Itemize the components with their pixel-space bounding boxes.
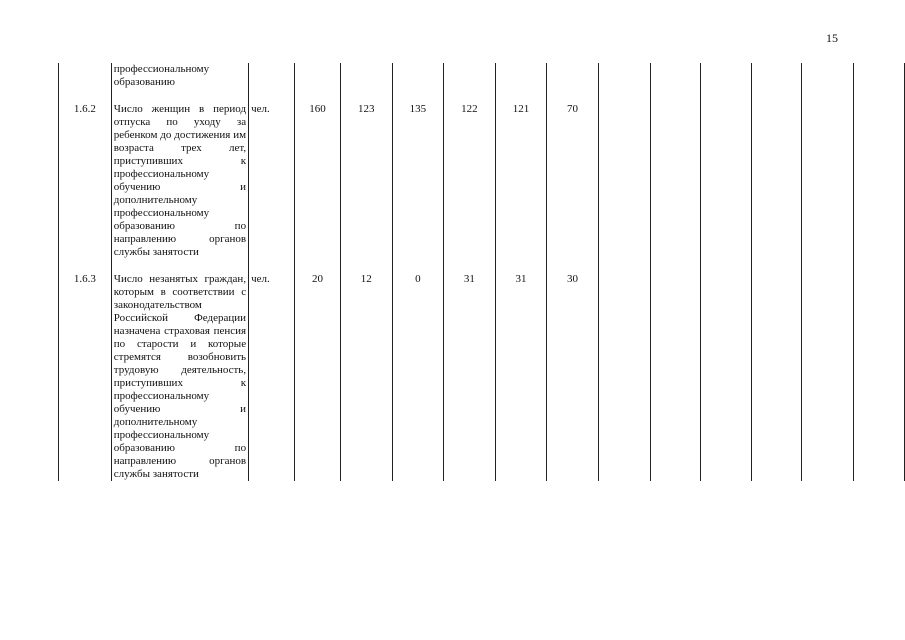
unit (249, 63, 295, 89)
empty-cell (752, 273, 802, 481)
value-cell: 121 (495, 103, 547, 259)
value-cell: 122 (444, 103, 496, 259)
value-cell: 160 (295, 103, 341, 259)
table-row (59, 63, 905, 89)
empty-cell (802, 63, 854, 89)
empty-cell (598, 63, 650, 89)
value-cell: 31 (444, 273, 496, 481)
table-row (59, 273, 905, 481)
row-number: 1.6.2 (59, 103, 112, 259)
empty-cell (854, 103, 905, 259)
unit: чел. (249, 273, 295, 481)
value-cell (392, 63, 444, 89)
empty-cell (752, 103, 802, 259)
row-number (59, 63, 112, 89)
indicator-name: Число незанятых граждан, которым в соответствии с законодательством Российской Федерации назначена страховая пенсия по старости и которые стремятся возобновить трудовую деятельность, приступивших к профессиональному обучению и дополнительному профессиональному образованию по направлению органов службы занятости (111, 273, 248, 481)
row-gap (59, 259, 905, 273)
unit: чел. (249, 103, 295, 259)
empty-cell (701, 273, 752, 481)
value-cell (495, 63, 547, 89)
value-cell: 30 (547, 273, 598, 481)
empty-cell (854, 63, 905, 89)
empty-cell (650, 63, 701, 89)
value-cell: 135 (392, 103, 444, 259)
empty-cell (650, 103, 701, 259)
empty-cell (598, 103, 650, 259)
indicator-name: Число женщин в период отпуска по уходу за ребенком до достижения им возраста трех лет, приступивших к профессиональному обучению и дополнительному профессиональному образованию по направлению органов службы занятости (111, 103, 248, 259)
indicators-table (58, 63, 905, 481)
page-number: 15 (826, 31, 838, 45)
empty-cell (802, 273, 854, 481)
empty-cell (701, 63, 752, 89)
value-cell: 12 (340, 273, 392, 481)
empty-cell (598, 273, 650, 481)
empty-cell (650, 273, 701, 481)
value-cell (547, 63, 598, 89)
indicator-name: профессиональному образованию (111, 63, 248, 89)
value-cell: 70 (547, 103, 598, 259)
value-cell: 123 (340, 103, 392, 259)
value-cell: 20 (295, 273, 341, 481)
row-number: 1.6.3 (59, 273, 112, 481)
empty-cell (854, 273, 905, 481)
empty-cell (752, 63, 802, 89)
value-cell: 31 (495, 273, 547, 481)
row-gap (59, 89, 905, 103)
value-cell (444, 63, 496, 89)
value-cell (295, 63, 341, 89)
table-row (59, 103, 905, 259)
empty-cell (701, 103, 752, 259)
value-cell: 0 (392, 273, 444, 481)
value-cell (340, 63, 392, 89)
empty-cell (802, 103, 854, 259)
